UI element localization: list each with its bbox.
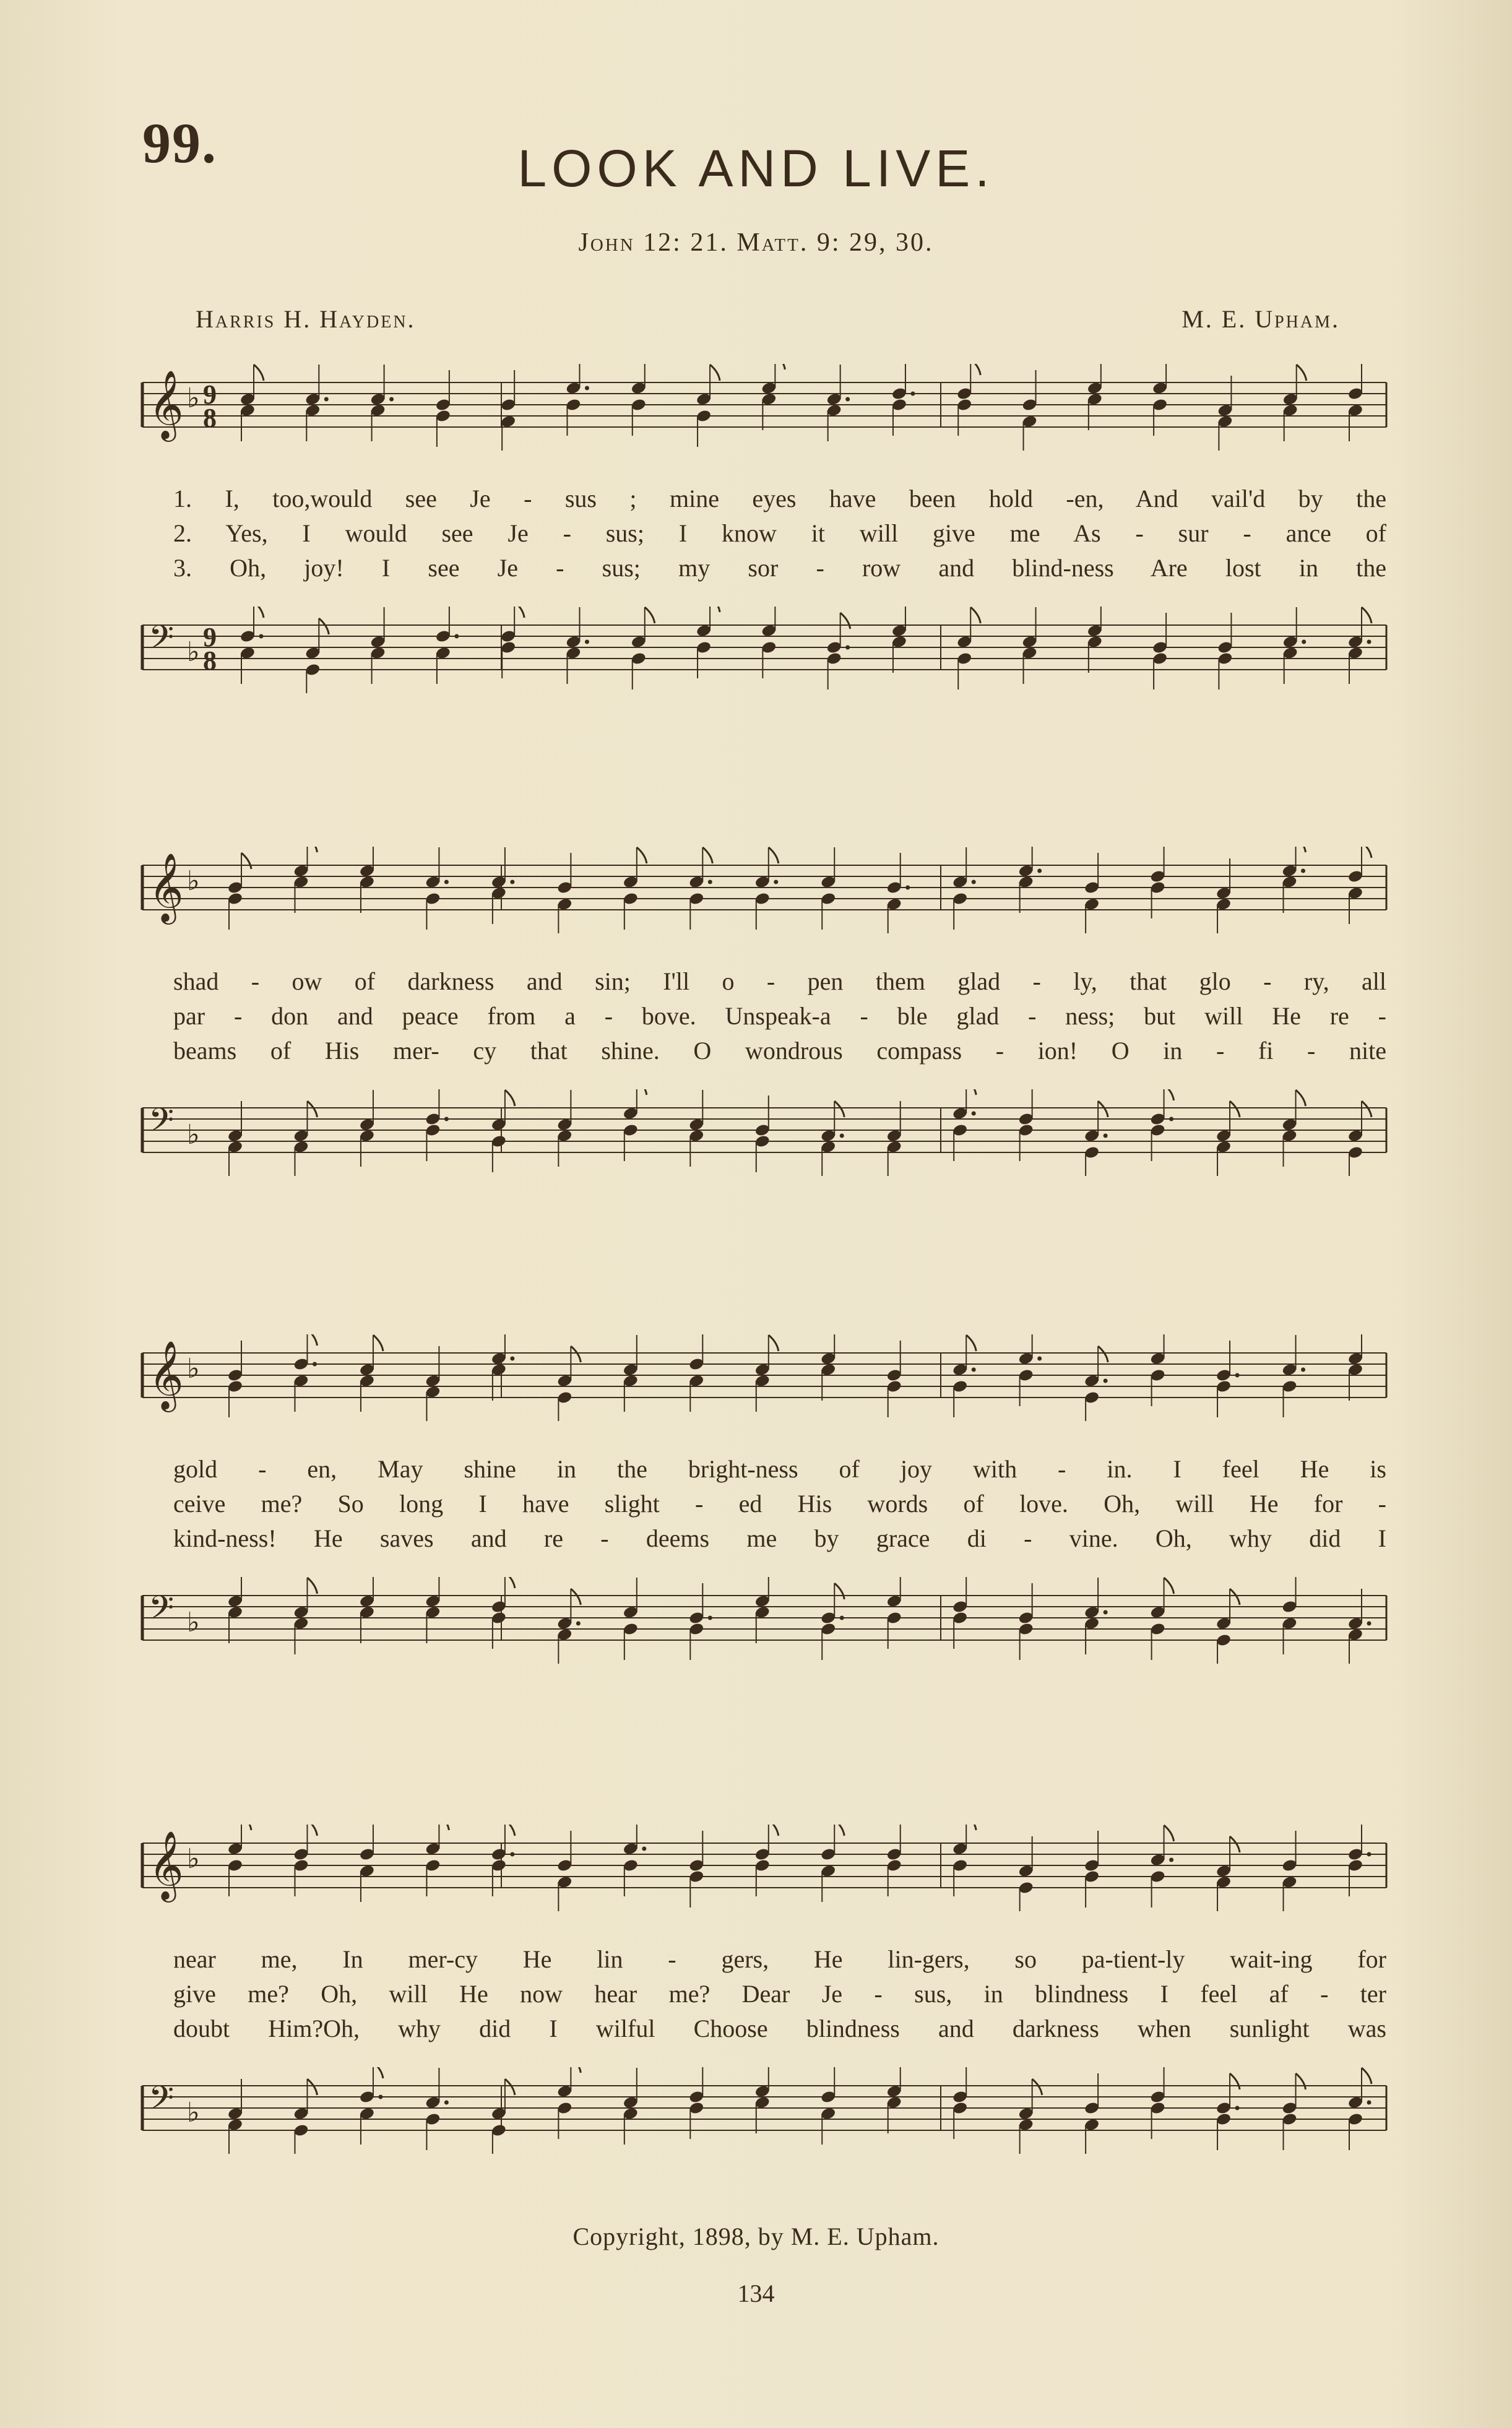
note-flag <box>307 1825 317 1836</box>
music-system-4 <box>130 1807 1402 2160</box>
composer-credit: M. E. Upham. <box>1182 305 1340 333</box>
time-signature-bottom: 8 <box>203 403 217 433</box>
flat-key-signature-icon: ♭ <box>187 1119 200 1151</box>
lyrics-block <box>173 1942 1386 2046</box>
dot-icon <box>840 1616 844 1620</box>
note-flag <box>966 1335 976 1351</box>
note-flag <box>970 607 980 623</box>
dot-icon <box>378 2095 382 2099</box>
dot-icon <box>576 1622 581 1626</box>
note-flag <box>254 607 264 618</box>
note-flag <box>1296 1090 1306 1106</box>
dot-icon <box>1301 1368 1305 1372</box>
note-flag <box>514 607 524 618</box>
lyrics-block <box>173 482 1386 585</box>
dot-icon <box>1235 2106 1240 2110</box>
dot-icon <box>1037 1357 1042 1361</box>
lyric-line-verse-1: 1. I, too,would see Je - sus ; mine eyes have been hold -en, And vail'd by the <box>173 485 1386 512</box>
dot-icon <box>1104 1134 1108 1138</box>
lyric-line-verse-3: 3. Oh, joy! I see Je - sus; my sor - row and blind-ness Are lost in the <box>173 554 1386 582</box>
note-flag <box>1362 847 1372 858</box>
time-signature-top: 9 <box>203 622 217 652</box>
treble-clef-icon: 𝄞 <box>149 1830 184 1899</box>
hymn-title: LOOK AND LIVE. <box>517 139 995 198</box>
note-flag <box>1230 1101 1240 1117</box>
dot-icon <box>259 634 264 639</box>
flat-key-signature-icon: ♭ <box>187 865 200 897</box>
dot-icon <box>1169 1858 1173 1862</box>
dot-icon <box>910 392 915 396</box>
flat-key-signature-icon: ♭ <box>187 2097 200 2128</box>
bass-staff <box>130 2067 1402 2154</box>
time-signature-bottom: 8 <box>203 646 217 676</box>
music-system-2 <box>130 829 1402 1182</box>
note-flag <box>1362 1101 1372 1117</box>
lyric-line-verse-2: par - don and peace from a - bove. Unspeak-a - ble glad - ness; but will He re - <box>173 1002 1386 1030</box>
dot-icon <box>1169 1117 1173 1121</box>
note-flag <box>439 1825 449 1830</box>
flat-key-signature-icon: ♭ <box>187 1353 200 1385</box>
note-flag <box>505 1577 515 1588</box>
dot-icon <box>510 1852 514 1857</box>
dot-icon <box>972 1112 976 1116</box>
note-flag <box>1296 2073 1306 2089</box>
music-system-1 <box>130 347 1402 699</box>
bass-clef-icon: 𝄢 <box>149 2080 175 2125</box>
note-flag <box>241 1825 251 1830</box>
note-flag <box>241 853 251 869</box>
time-signature-top: 9 <box>203 379 217 410</box>
dot-icon <box>845 397 850 402</box>
lyricist-credit: Harris H. Hayden. <box>196 305 416 333</box>
note-flag <box>966 1825 976 1830</box>
dot-icon <box>510 880 514 884</box>
treble-staff <box>130 1334 1402 1421</box>
note-flag <box>775 364 785 369</box>
note-flag <box>769 847 779 863</box>
note-flag <box>1164 1578 1174 1594</box>
bass-staff <box>130 1577 1402 1664</box>
lyric-line-verse-1: shad - ow of darkness and sin; I'll o - pen them glad - ly, that glo - ry, all <box>173 967 1386 995</box>
lyric-line-verse-1: near me, In mer-cy He lin - gers, He lin-gers, so pa-tient-ly wait-ing for <box>173 1945 1386 1973</box>
bass-staff <box>130 607 1402 693</box>
note-flag <box>1296 847 1306 852</box>
note-flag <box>307 1578 317 1594</box>
note-flag <box>1230 2073 1240 2089</box>
flat-key-signature-icon: ♭ <box>187 636 200 668</box>
bass-clef-icon: 𝄢 <box>149 1589 175 1635</box>
note-flag <box>1362 607 1372 623</box>
note-flag <box>710 607 720 612</box>
music-system-3 <box>130 1317 1402 1670</box>
dot-icon <box>444 1117 449 1121</box>
note-flag <box>769 1825 779 1836</box>
treble-clef-icon: 𝄞 <box>149 852 184 922</box>
lyric-line-verse-3: doubt Him?Oh, why did I wilful Choose blindness and darkness when sunlight was <box>173 2015 1386 2042</box>
dot-icon <box>1235 1373 1240 1378</box>
treble-staff <box>130 847 1402 933</box>
note-flag <box>710 365 720 381</box>
lyrics-block <box>173 964 1386 1068</box>
flat-key-signature-icon: ♭ <box>187 1843 200 1875</box>
note-flag <box>1362 2068 1372 2084</box>
note-flag <box>834 1583 844 1599</box>
dot-icon <box>1104 1610 1108 1615</box>
dot-icon <box>708 1616 712 1620</box>
note-flag <box>1230 1589 1240 1605</box>
treble-clef-icon: 𝄞 <box>149 1340 184 1409</box>
dot-icon <box>1367 640 1372 644</box>
note-flag <box>307 2079 317 2095</box>
note-flag <box>637 1089 647 1095</box>
page-number: 134 <box>737 2279 775 2307</box>
dot-icon <box>905 886 910 890</box>
note-flag <box>1297 365 1307 381</box>
dot-icon <box>1367 1622 1372 1626</box>
note-flag <box>1164 1825 1174 1841</box>
note-flag <box>1164 1089 1174 1100</box>
note-flag <box>571 2067 581 2073</box>
dot-icon <box>1301 869 1305 873</box>
dot-icon <box>642 1847 646 1851</box>
note-flag <box>637 847 647 863</box>
lyrics-block <box>173 1452 1386 1556</box>
lyric-line-verse-2: 2. Yes, I would see Je - sus; I know it will give me As - sur - ance of <box>173 519 1386 547</box>
treble-clef-icon: 𝄞 <box>149 369 184 439</box>
flat-key-signature-icon: ♭ <box>187 382 200 414</box>
scripture-reference: John 12: 21. Matt. 9: 29, 30. <box>578 228 934 257</box>
note-flag <box>966 1089 976 1095</box>
bass-clef-icon: 𝄢 <box>149 1102 175 1147</box>
lyric-line-verse-1: gold - en, May shine in the bright-ness of joy with - in. I feel He is <box>173 1455 1386 1483</box>
copyright-notice: Copyright, 1898, by M. E. Upham. <box>572 2223 940 2250</box>
treble-staff <box>130 1825 1402 1911</box>
dot-icon <box>510 1357 514 1361</box>
note-flag <box>254 365 264 381</box>
dot-icon <box>389 397 394 402</box>
dot-icon <box>845 646 850 650</box>
note-flag <box>307 1334 317 1346</box>
note-flag <box>307 1101 317 1117</box>
dot-icon <box>585 640 589 644</box>
note-flag <box>571 1589 581 1605</box>
dot-icon <box>585 386 589 391</box>
note-flag <box>571 1346 581 1362</box>
dot-icon <box>444 2101 449 2105</box>
lyric-line-verse-2: ceive me? So long I have slight - ed His words of love. Oh, will He for - <box>173 1490 1386 1518</box>
bass-clef-icon: 𝄢 <box>149 619 175 665</box>
dot-icon <box>972 880 976 884</box>
dot-icon <box>708 880 712 884</box>
note-flag <box>834 1101 844 1117</box>
note-flag <box>307 847 317 852</box>
dot-icon <box>774 880 778 884</box>
flat-key-signature-icon: ♭ <box>187 1607 200 1638</box>
hymn-number: 99. <box>142 111 217 175</box>
note-flag <box>702 847 712 863</box>
dot-icon <box>444 880 449 884</box>
note-flag <box>834 1825 844 1836</box>
lyric-line-verse-3: beams of His mer- cy that shine. O wondrous compass - ion! O in - fi - nite <box>173 1037 1386 1065</box>
note-flag <box>1032 2079 1042 2095</box>
dot-icon <box>1367 2101 1372 2105</box>
bass-staff <box>130 1089 1402 1176</box>
note-flag <box>373 1335 383 1351</box>
dot-icon <box>1104 1379 1108 1383</box>
note-flag <box>840 613 850 629</box>
note-flag <box>319 618 329 634</box>
dot-icon <box>1367 1852 1372 1857</box>
note-flag <box>505 2079 515 2095</box>
lyric-line-verse-2: give me? Oh, will He now hear me? Dear Je - sus, in blindness I feel af - ter <box>173 1980 1386 2008</box>
dot-icon <box>313 1362 317 1367</box>
note-flag <box>505 1825 515 1836</box>
note-flag <box>1230 1836 1240 1852</box>
dot-icon <box>454 634 459 639</box>
dot-icon <box>972 1368 976 1372</box>
dot-icon <box>324 397 329 402</box>
dot-icon <box>840 1134 844 1138</box>
note-flag <box>1098 1101 1108 1117</box>
note-flag <box>373 2067 383 2078</box>
dot-icon <box>1302 640 1306 644</box>
note-flag <box>645 607 655 623</box>
note-flag <box>1098 1346 1108 1362</box>
treble-staff <box>130 364 1402 451</box>
note-flag <box>970 364 980 375</box>
lyric-line-verse-3: kind-ness! He saves and re - deems me by grace di - vine. Oh, why did I <box>173 1524 1386 1552</box>
note-flag <box>769 1335 779 1351</box>
note-flag <box>505 1090 515 1106</box>
dot-icon <box>1037 869 1042 873</box>
